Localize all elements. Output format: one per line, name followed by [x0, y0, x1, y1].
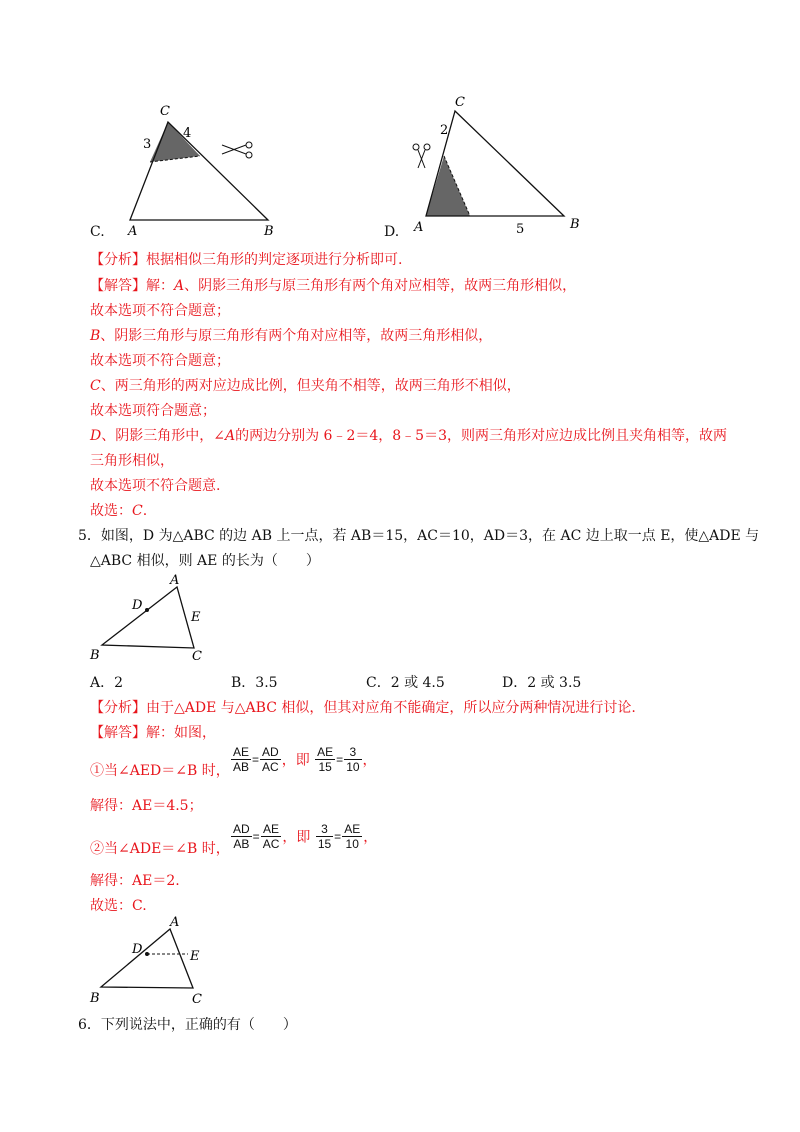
analysis-tag: 【分析】 [90, 252, 146, 268]
side-label-4: 4 [183, 126, 192, 141]
fraction: $\frac{AD}{AC}$ [262, 745, 279, 774]
svg-text:D: D [132, 598, 143, 613]
shaded-triangle [426, 156, 470, 216]
q5-answer: 故选：C. [90, 898, 147, 914]
q4-line: 故本选项符合题意； [90, 403, 216, 419]
fraction: $\frac{AE}{10}$ [344, 822, 361, 851]
q5-case2: ②当∠ADE＝∠B 时， [90, 841, 230, 857]
option-d[interactable]: D．2 或 3.5 [502, 675, 582, 691]
option-a[interactable]: A．2 [90, 675, 124, 691]
vertex-a: A [414, 220, 424, 235]
q5-case1: ①当∠AED＝∠B 时， [90, 763, 230, 779]
svg-text:A: A [170, 915, 180, 930]
q5-case2-result: 解得：AE＝2. [90, 873, 180, 889]
analysis-text: 根据相似三角形的判定逐项进行分析即可. [146, 252, 403, 268]
svg-text:B: B [90, 648, 100, 663]
q5-case2-equation: $\frac{AD}{AB}$ = $\frac{AE}{AC}$ ，即 $\frac{3}{15}$ = $\frac{AE}{10}$ ， [233, 822, 378, 851]
fraction: $\frac{AE}{15}$ [317, 745, 334, 774]
vertex-c: C [160, 104, 170, 119]
svg-text:A: A [170, 573, 180, 588]
q4-analysis [90, 249, 402, 269]
question-text: 下列说法中，正确的有（ ） [100, 1017, 297, 1033]
svg-text:E: E [190, 949, 200, 964]
question-number: 6． [78, 1017, 101, 1033]
q4-line: 故本选项不符合题意. [90, 478, 221, 494]
q4-line: C、两三角形的两对应边成比例，但夹角不相等，故两三角形不相似， [90, 378, 521, 394]
scissors-icon [222, 142, 252, 158]
triangle-abc [101, 929, 193, 988]
question-text: 如图，D 为△ABC 的边 AB 上一点，若 AB＝15，AC＝10，AD＝3，在 AC 边上取一点 E，使△ADE 与 [100, 528, 760, 544]
q5-stem [78, 525, 759, 545]
point-d [145, 608, 149, 612]
side-label-5: 5 [516, 222, 525, 237]
question-number: 5． [78, 528, 101, 544]
vertex-c: C [455, 95, 465, 110]
q5-figure [88, 572, 218, 664]
q4-line: 三角形相似， [90, 453, 174, 469]
point-d [145, 952, 149, 956]
side-label-2: 2 [440, 123, 449, 138]
solution-tag: 【解答】 [90, 278, 146, 294]
svg-text:C: C [192, 649, 202, 664]
q6-stem [78, 1014, 297, 1034]
svg-text:C: C [192, 992, 202, 1006]
q4-line: D、阴影三角形中，∠A的两边分别为 6﹣2＝4，8﹣5＝3，则两三角形对应边成比例且夹角相等，故两 [90, 428, 727, 444]
q5-solution-header: 【解答】解：如图， [90, 725, 216, 741]
q4-answer: 故选：C. [90, 503, 148, 519]
figure-option-d [400, 90, 600, 240]
fraction: $\frac{3}{15}$ [317, 822, 332, 851]
fraction: $\frac{AD}{AB}$ [233, 822, 250, 851]
fraction: $\frac{3}{10}$ [346, 745, 360, 774]
side-label-3: 3 [143, 137, 152, 152]
option-c-label: C. [90, 224, 105, 240]
q5-case1-equation: $\frac{AE}{AB}$ = $\frac{AD}{AC}$ ，即 $\frac{AE}{15}$ = $\frac{3}{10}$ ， [233, 745, 377, 774]
vertex-a: A [128, 224, 138, 239]
option-d-label: D. [384, 224, 400, 240]
triangle-abc [102, 587, 194, 648]
figure-option-c [88, 96, 288, 246]
svg-text:B: B [90, 991, 100, 1006]
option-b[interactable]: B．3.5 [231, 675, 278, 691]
vertex-b: B [570, 217, 580, 232]
q5-stem-line2: △ABC 相似，则 AE 的长为（ ） [90, 553, 320, 569]
vertex-b: B [264, 224, 274, 239]
q5-solution-figure [88, 914, 218, 1006]
analysis-tag: 【分析】 [90, 700, 146, 716]
q5-case1-result: 解得：AE＝4.5； [90, 798, 203, 814]
svg-text:E: E [191, 610, 201, 625]
fraction: $\frac{AE}{AC}$ [262, 822, 280, 851]
scissors-icon [413, 144, 430, 168]
q4-line: 故本选项不符合题意； [90, 303, 230, 319]
option-c[interactable]: C．2 或 4.5 [366, 675, 445, 691]
q4-line: B、阴影三角形与原三角形有两个角对应相等，故两三角形相似， [90, 328, 493, 344]
svg-text:D: D [132, 942, 143, 957]
solution-tag: 【解答】 [90, 725, 146, 741]
fraction: $\frac{AE}{AB}$ [233, 745, 250, 774]
q4-solution-header: 【解答】解：A、阴影三角形与原三角形有两个角对应相等，故两三角形相似， [90, 278, 577, 294]
analysis-text: 由于△ADE 与△ABC 相似，但其对应角不能确定，所以应分两种情况进行讨论. [146, 700, 636, 716]
q5-analysis [90, 697, 636, 717]
q4-line: 故本选项不符合题意； [90, 353, 230, 369]
